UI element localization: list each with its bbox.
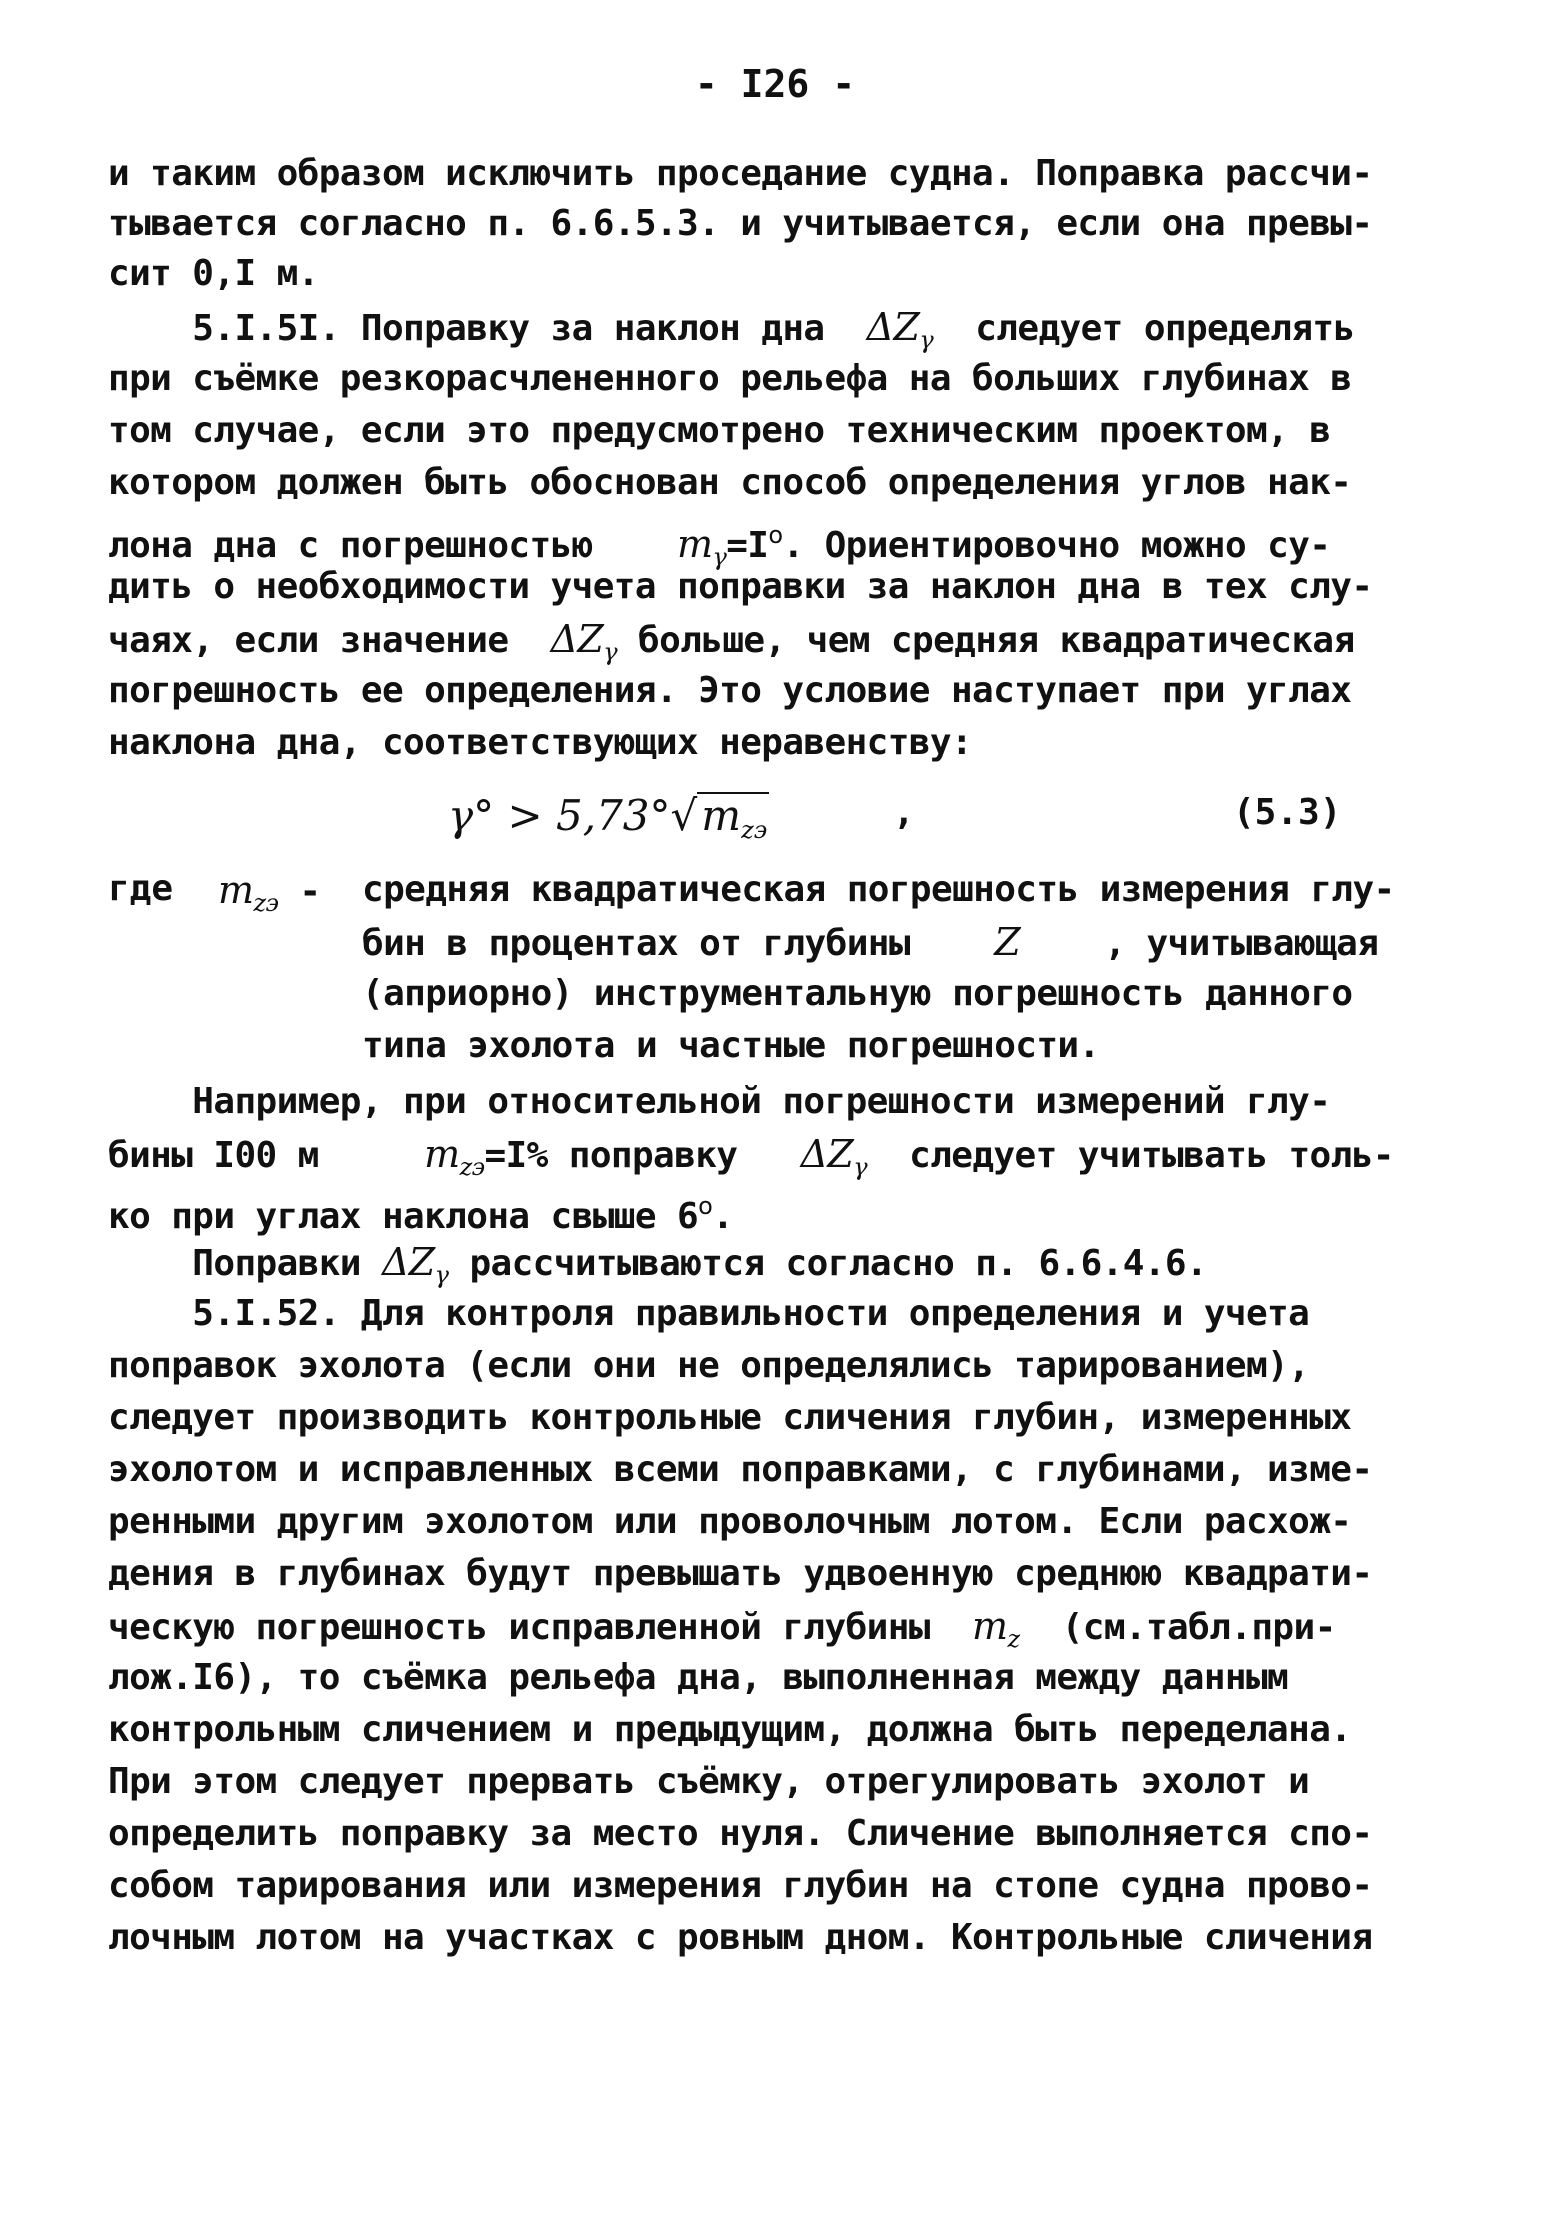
formula-comma: , bbox=[893, 792, 915, 833]
text-fragment: . Ориентировочно можно су- bbox=[782, 525, 1331, 566]
text-line: тывается согласно п. 6.6.5.3. и учитывается, если она превы- bbox=[108, 203, 1373, 244]
text-line: том случае, если это предусмотрено техническим проектом, в bbox=[108, 410, 1331, 451]
text-line: котором должен быть обоснован способ определения углов нак- bbox=[108, 462, 1352, 503]
text-line: погрешность ее определения. Это условие наступает при углах bbox=[108, 670, 1352, 711]
text-line: Например, при относительной погрешности измерений глу- bbox=[108, 1081, 1331, 1122]
text-fragment: следует определять bbox=[975, 308, 1355, 349]
text-line: поправок эхолота (если они не определялись тарированием), bbox=[108, 1345, 1310, 1386]
delta-z-gamma-symbol: $\Delta Z_\gamma$ bbox=[866, 305, 934, 354]
delta-z-gamma-symbol: $\Delta Z_\gamma$ bbox=[800, 1132, 867, 1181]
text-line: дения в глубинах будут превышать удвоенную среднюю квадрати- bbox=[108, 1553, 1373, 1594]
equation-number: (5.3) bbox=[1233, 792, 1342, 833]
where-label: где bbox=[108, 868, 174, 909]
definition-line bbox=[362, 920, 1378, 966]
text-fragment: =I% поправку bbox=[484, 1135, 738, 1176]
text-line: собом тарирования или измерения глубин на стопе судна прово- bbox=[108, 1865, 1373, 1906]
text-line: дить о необходимости учета поправки за наклон дна в тех слу- bbox=[108, 566, 1373, 607]
m-z-symbol: $m_z$ bbox=[972, 1604, 1020, 1653]
text-line: ко при углах наклона свыше 6$^o$. bbox=[108, 1192, 734, 1237]
text-fragment: следует учитывать толь- bbox=[909, 1135, 1394, 1176]
text-fragment: (см.табл.при- bbox=[1061, 1607, 1336, 1648]
text-fragment: ко при углах наклона свыше 6 bbox=[108, 1196, 699, 1237]
text-line: лочным лотом на участках с ровным дном. Контрольные сличения bbox=[108, 1917, 1373, 1958]
m-gamma-symbol: $m_\gamma$ bbox=[677, 522, 727, 571]
text-fragment: больше, чем средняя квадратическая bbox=[638, 620, 1355, 661]
text-fragment: , учитывающая bbox=[1104, 923, 1379, 964]
text-line: ренными другим эхолотом или проволочным лотом. Если расхож- bbox=[108, 1501, 1352, 1542]
text-fragment: рассчитываются согласно п. 6.6.4.6. bbox=[469, 1243, 1208, 1284]
text-fragment: Поправки bbox=[108, 1243, 361, 1284]
definition-line: средняя квадратическая погрешность измерения глу- bbox=[362, 869, 1395, 910]
definition-line: (априорно) инструментальную погрешность данного bbox=[362, 973, 1353, 1014]
text-line: контрольным сличением и предыдущим, должна быть переделана. bbox=[108, 1709, 1352, 1750]
text-fragment: ческую погрешность исправленной глубины bbox=[108, 1607, 930, 1648]
text-fragment: 5.I.5I. Поправку за наклон дна bbox=[108, 308, 825, 349]
text-fragment: лона дна с погрешностью bbox=[108, 525, 593, 566]
delta-z-gamma-symbol: $\Delta Z_\gamma$ bbox=[381, 1240, 449, 1289]
text-line: определить поправку за место нуля. Сличение выполняется спо- bbox=[108, 1813, 1373, 1854]
text-line bbox=[108, 1240, 1207, 1297]
text-line bbox=[108, 617, 1355, 674]
text-fragment: бины I00 м bbox=[108, 1135, 319, 1176]
text-line: наклона дна, соответствующих неравенству: bbox=[108, 722, 973, 763]
m-z-symbol: $m_{zэ}$ bbox=[424, 1132, 485, 1181]
degree-mark: o bbox=[698, 1192, 713, 1220]
text-fragment: бин в процентах от глубины bbox=[362, 923, 910, 964]
text-line: эхолотом и исправленных всеми поправками, с глубинами, изме- bbox=[108, 1449, 1373, 1490]
text-line: следует производить контрольные сличения глубин, измеренных bbox=[108, 1397, 1352, 1438]
formula-lhs: γ° bbox=[448, 791, 495, 840]
delta-z-gamma-symbol: $\Delta Z_\gamma$ bbox=[550, 617, 617, 666]
text-line: сит 0,I м. bbox=[108, 253, 319, 294]
text-line: При этом следует прервать съёмку, отрегулировать эхолот и bbox=[108, 1761, 1310, 1802]
text-line: и таким образом исключить проседание судна. Поправка рассчи- bbox=[108, 153, 1373, 194]
page-number: - I26 - bbox=[694, 62, 856, 106]
z-symbol: Z bbox=[994, 920, 1021, 964]
definition-line: типа эхолота и частные погрешности. bbox=[362, 1025, 1100, 1066]
text-line: при съёмке резкорасчлененного рельефа на больших глубинах в bbox=[108, 358, 1352, 399]
text-line: лож.I6), то съёмка рельефа дна, выполненная между данным bbox=[108, 1657, 1289, 1698]
text-line: 5.I.52. Для контроля правильности определения и учета bbox=[108, 1293, 1310, 1334]
m-gamma-value: =I bbox=[726, 525, 769, 566]
text-line bbox=[108, 1132, 1394, 1189]
text-line bbox=[108, 305, 1355, 362]
degree-mark: o bbox=[768, 521, 783, 549]
formula-radicand: $m_{zэ}$ bbox=[697, 792, 769, 852]
formula-operator: > 5,73° bbox=[494, 791, 671, 840]
formula-5-3: $\gamma^\circ > 5,73^\circ√m_{zэ}$ bbox=[448, 786, 769, 852]
text-line bbox=[108, 1604, 1336, 1661]
text-fragment: чаях, если значение bbox=[108, 620, 509, 661]
where-symbol: $m_{zэ}$ - bbox=[218, 868, 321, 917]
